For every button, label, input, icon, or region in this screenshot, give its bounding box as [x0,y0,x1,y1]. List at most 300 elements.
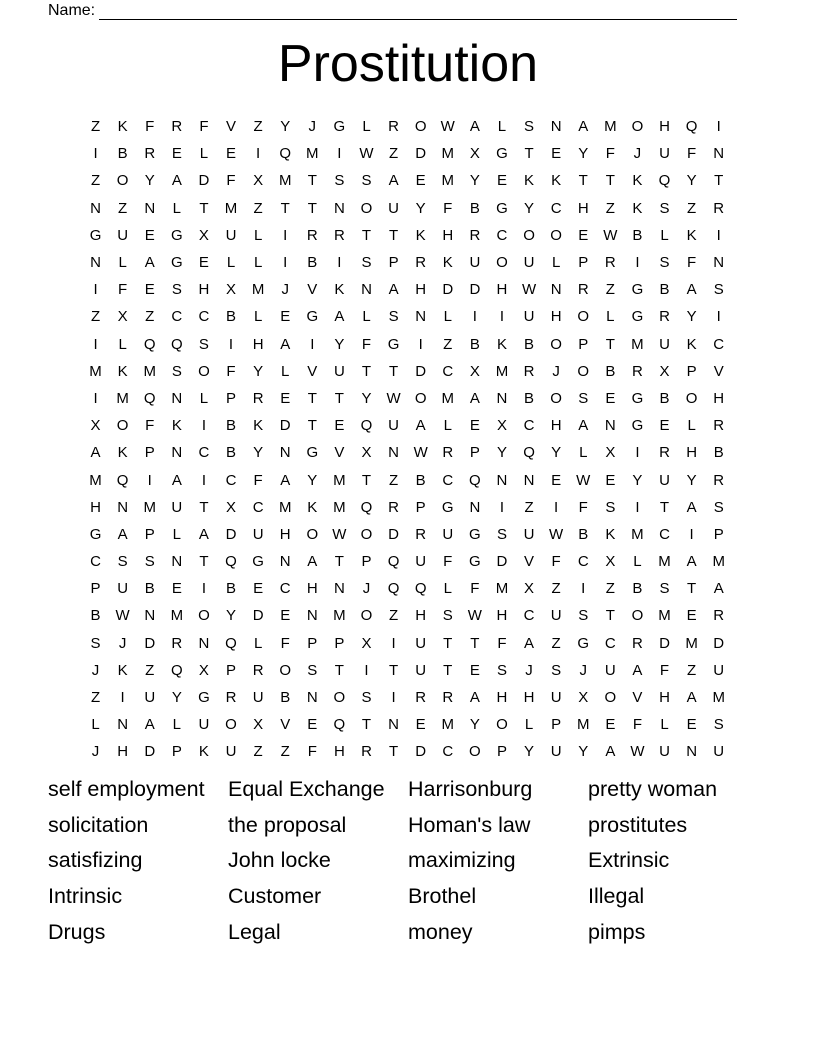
grid-letter: K [117,362,128,380]
grid-letter: H [496,689,508,707]
grid-letter: Z [605,199,615,217]
grid-letter: C [198,308,210,326]
grid-letter: I [554,498,559,516]
grid-letter: R [604,254,616,272]
grid-letter: S [578,607,589,625]
grid-letter: U [659,335,670,353]
grid-letter: Z [90,172,101,190]
grid-letter: N [713,254,725,272]
word-item: pimps [588,919,646,944]
grid-letter: E [469,661,480,679]
grid-letter: W [549,525,564,543]
grid-letter: N [117,716,129,734]
grid-letter: S [659,254,670,272]
grid-letter: O [496,254,508,272]
grid-letter: Z [551,634,561,652]
grid-letter: Z [253,199,263,217]
grid-letter: O [496,716,508,734]
grid-letter: M [306,145,319,163]
grid-letter: I [337,254,342,272]
grid-letter: I [93,335,98,353]
grid-letter: M [278,498,292,516]
grid-letter: H [279,525,291,543]
grid-letter: T [199,199,209,217]
grid-letter: S [361,172,372,190]
grid-letter: X [198,226,209,244]
grid-letter: V [524,553,535,571]
grid-letter: F [226,172,236,190]
grid-letter: D [415,362,427,380]
grid-letter: R [442,689,454,707]
grid-letter: N [144,607,156,625]
grid-letter: S [171,281,182,299]
grid-letter: N [144,199,156,217]
grid-letter: B [659,389,670,407]
grid-letter: Z [118,199,128,217]
grid-letter: L [443,417,452,435]
grid-letter: M [143,362,156,380]
grid-letter: Y [686,172,697,190]
grid-letter: U [442,525,454,543]
grid-letter: Z [443,335,453,353]
grid-letter: O [577,308,590,326]
grid-letter: X [605,444,616,462]
grid-letter: I [689,525,694,543]
grid-letter: K [496,335,507,353]
grid-letter: V [280,716,291,734]
grid-letter: E [144,226,155,244]
grid-letter: O [604,689,617,707]
grid-letter: Y [334,335,345,353]
grid-letter: D [442,281,454,299]
grid-letter: L [253,226,263,244]
grid-letter: L [253,254,263,272]
grid-letter: Y [226,607,237,625]
word-item: Harrisonburg [408,777,533,801]
grid-letter: O [685,389,698,407]
grid-letter: I [310,335,315,353]
grid-letter: T [443,661,453,679]
grid-letter: T [605,172,615,190]
grid-letter: A [307,553,318,571]
grid-letter: I [716,226,721,244]
grid-letter: R [171,634,183,652]
grid-letter: R [632,362,643,380]
grid-letter: W [603,226,618,244]
grid-letter: K [686,226,697,244]
grid-letter: G [252,553,264,571]
grid-letter: K [307,498,318,516]
grid-letter: S [605,498,616,516]
grid-letter: D [252,607,264,625]
grid-letter: I [93,389,98,407]
grid-letter: N [306,689,318,707]
grid-letter: J [633,145,642,163]
grid-letter: T [361,362,372,380]
grid-letter: D [713,634,725,652]
grid-letter: F [443,199,453,217]
word-item: John locke [228,848,331,873]
grid-letter: C [442,743,454,761]
grid-letter: R [361,743,372,761]
grid-letter: E [605,389,616,407]
grid-letter: L [172,716,181,734]
grid-letter: E [144,281,155,299]
grid-letter: U [171,498,183,516]
grid-letter: Z [551,580,561,598]
grid-letter: K [442,254,453,272]
grid-letter: W [413,444,428,462]
word-item: Customer [228,884,322,909]
grid-letter: Y [361,389,372,407]
grid-letter: P [90,580,101,598]
grid-letter: L [524,716,534,734]
grid-letter: L [253,308,263,326]
grid-letter: Z [687,661,697,679]
grid-letter: I [93,145,98,163]
word-item: Extrinsic [588,848,670,873]
grid-letter: I [147,471,152,489]
grid-letter: H [306,580,318,598]
grid-letter: F [145,118,155,136]
grid-letter: E [551,145,562,163]
grid-letter: R [713,199,725,217]
grid-letter: J [525,661,533,679]
grid-letter: Q [658,172,671,190]
grid-letter: Q [170,661,183,679]
grid-letter: U [225,743,237,761]
grid-letter: Z [90,308,101,326]
grid-letter: I [716,308,721,326]
grid-letter: H [496,607,508,625]
grid-letter: B [226,308,237,326]
grid-letter: B [280,689,291,707]
grid-letter: H [252,335,264,353]
grid-letter: E [171,580,182,598]
grid-letter: C [198,444,210,462]
grid-letter: B [524,335,535,353]
grid-letter: J [281,281,289,299]
grid-letter: Z [145,661,155,679]
grid-letter: M [441,145,455,163]
page-title: Prostitution [277,35,539,93]
grid-letter: N [198,634,210,652]
grid-letter: M [333,498,346,516]
grid-letter: J [91,743,100,761]
grid-letter: L [551,254,561,272]
grid-letter: B [713,444,724,462]
grid-letter: L [172,199,181,217]
grid-letter: P [415,498,426,516]
grid-letter: H [550,308,562,326]
grid-letter: N [361,281,372,299]
grid-letter: O [198,607,210,625]
grid-letter: O [279,661,292,679]
grid-letter: T [388,743,399,761]
grid-letter: A [117,525,128,543]
grid-letter: D [144,743,156,761]
grid-letter: B [469,335,480,353]
grid-letter: B [578,525,589,543]
grid-letter: A [171,172,182,190]
grid-letter: G [306,444,319,462]
grid-letter: I [283,226,288,244]
grid-letter: O [116,172,129,190]
grid-letter: X [469,362,480,380]
grid-letter: X [605,553,616,571]
grid-letter: Z [90,118,101,136]
grid-letter: A [713,580,724,598]
word-item: solicitation [48,812,149,837]
grid-letter: Y [686,471,697,489]
name-line [99,4,737,20]
grid-letter: Z [605,281,615,299]
grid-letter: C [279,580,291,598]
grid-letter: X [198,661,209,679]
grid-letter: T [361,716,372,734]
grid-letter: U [333,362,345,380]
grid-letter: V [307,362,318,380]
grid-letter: U [659,145,670,163]
grid-letter: C [252,498,264,516]
grid-letter: A [144,716,155,734]
grid-letter: K [524,172,535,190]
grid-letter: S [307,661,318,679]
grid-letter: S [334,172,345,190]
grid-letter: U [604,661,616,679]
grid-letter: S [90,634,101,652]
grid-letter: V [307,281,318,299]
grid-letter: E [578,226,589,244]
grid-letter: O [116,417,129,435]
grid-letter: L [362,118,371,136]
grid-letter: D [144,634,156,652]
grid-letter: N [279,553,291,571]
grid-letter: M [712,553,725,571]
grid-letter: O [631,607,644,625]
grid-letter: B [632,226,643,244]
grid-letter: A [469,389,480,407]
grid-letter: S [361,689,372,707]
grid-letter: P [686,362,697,380]
grid-letter: A [578,417,589,435]
grid-letter: T [199,498,209,516]
grid-letter: W [115,607,130,625]
grid-letter: Y [307,471,318,489]
grid-letter: Y [253,444,264,462]
grid-letter: B [307,254,318,272]
grid-letter: O [469,743,481,761]
grid-letter: R [632,634,643,652]
grid-letter: S [496,525,507,543]
grid-letter: F [605,145,615,163]
grid-letter: R [388,498,399,516]
grid-letter: A [280,335,291,353]
grid-letter: W [386,389,401,407]
grid-letter: U [523,308,535,326]
grid-letter: S [117,553,128,571]
grid-letter: A [686,689,697,707]
grid-letter: N [523,471,535,489]
grid-letter: G [631,308,644,326]
grid-letter: E [280,308,291,326]
grid-letter: C [523,607,535,625]
grid-letter: J [579,661,587,679]
grid-letter: E [605,471,616,489]
grid-letter: G [170,226,183,244]
grid-letter: L [91,716,100,734]
grid-letter: W [630,743,645,761]
grid-letter: T [687,580,697,598]
grid-letter: A [524,634,535,652]
grid-letter: S [713,281,724,299]
grid-letter: N [550,281,562,299]
grid-letter: I [364,661,369,679]
grid-letter: S [659,199,670,217]
grid-letter: B [415,471,426,489]
grid-letter: T [578,172,588,190]
grid-letter: T [388,661,399,679]
grid-letter: M [89,362,102,380]
grid-letter: I [391,634,396,652]
grid-letter: Y [280,118,291,136]
word-list [48,777,768,955]
grid-letter: G [441,498,454,516]
grid-letter: Y [524,199,535,217]
grid-letter: U [388,199,399,217]
grid-letter: Y [415,199,426,217]
word-item: Brothel [408,884,477,909]
word-item: Equal Exchange [228,777,385,801]
grid-letter: T [307,417,317,435]
grid-letter: I [716,118,721,136]
grid-letter: U [659,743,670,761]
grid-letter: Z [145,308,155,326]
grid-letter: U [225,226,237,244]
word-item: Legal [228,919,281,944]
grid-letter: S [442,607,453,625]
grid-letter: N [90,254,101,272]
grid-letter: H [659,689,670,707]
grid-letter: R [713,417,725,435]
grid-letter: N [279,444,291,462]
grid-letter: Q [279,145,292,163]
grid-letter: G [89,226,102,244]
word-item: money [408,919,473,944]
grid-letter: H [415,607,427,625]
grid-letter: E [280,607,291,625]
grid-letter: T [307,199,317,217]
grid-letter: S [578,389,589,407]
grid-letter: R [442,444,454,462]
grid-letter: M [224,199,238,217]
grid-letter: Y [578,743,589,761]
grid-letter: E [415,716,426,734]
grid-letter: O [523,226,535,244]
grid-letter: Q [170,335,183,353]
grid-letter: T [605,607,615,625]
grid-letter: T [199,553,209,571]
grid-letter: Y [171,689,182,707]
grid-letter: R [252,389,264,407]
grid-letter: S [198,335,209,353]
grid-letter: P [469,444,480,462]
grid-letter: H [415,281,427,299]
grid-letter: O [225,716,237,734]
grid-letter: M [170,607,184,625]
grid-letter: I [93,281,98,299]
grid-letter: L [199,389,209,407]
grid-letter: C [442,471,454,489]
grid-letter: L [579,444,588,462]
grid-letter: H [198,281,210,299]
grid-letter: L [660,226,669,244]
grid-letter: I [499,498,505,516]
grid-letter: R [415,254,427,272]
grid-letter: T [524,145,534,163]
grid-letter: M [604,118,617,136]
grid-letter: M [495,580,509,598]
grid-letter: K [334,281,345,299]
grid-letter: O [333,689,346,707]
grid-letter: G [631,281,644,299]
grid-letter: Z [90,689,101,707]
grid-letter: G [89,525,102,543]
grid-letter: P [713,525,724,543]
grid-letter: T [280,199,290,217]
grid-letter: K [605,525,616,543]
letter-grid [82,113,732,766]
grid-letter: D [496,553,508,571]
grid-letter: A [90,444,101,462]
grid-letter: F [118,281,128,299]
grid-letter: I [228,335,234,353]
grid-letter: M [441,389,455,407]
grid-letter: F [578,498,588,516]
grid-letter: X [496,417,507,435]
grid-letter: M [278,172,292,190]
grid-letter: R [659,444,670,462]
grid-letter: W [576,471,591,489]
grid-letter: P [551,716,562,734]
grid-letter: U [117,226,129,244]
grid-letter: M [116,389,129,407]
grid-letter: A [334,308,345,326]
grid-letter: A [686,281,697,299]
grid-letter: R [523,362,535,380]
grid-letter: H [713,389,725,407]
word-item: Intrinsic [48,884,123,909]
grid-letter: N [306,607,318,625]
grid-letter: O [577,362,590,380]
grid-letter: L [443,308,452,326]
grid-letter: Z [388,607,399,625]
grid-letter: F [199,118,209,136]
grid-letter: L [118,335,127,353]
grid-letter: U [713,661,725,679]
grid-letter: Z [388,471,399,489]
grid-letter: P [226,661,237,679]
grid-letter: L [118,254,127,272]
grid-letter: W [467,607,482,625]
word-item: the proposal [228,812,347,837]
grid-letter: V [632,689,643,707]
grid-letter: I [337,145,342,163]
grid-letter: R [713,471,725,489]
grid-letter: R [306,226,318,244]
grid-letter: F [470,580,480,598]
grid-letter: Q [523,444,535,462]
